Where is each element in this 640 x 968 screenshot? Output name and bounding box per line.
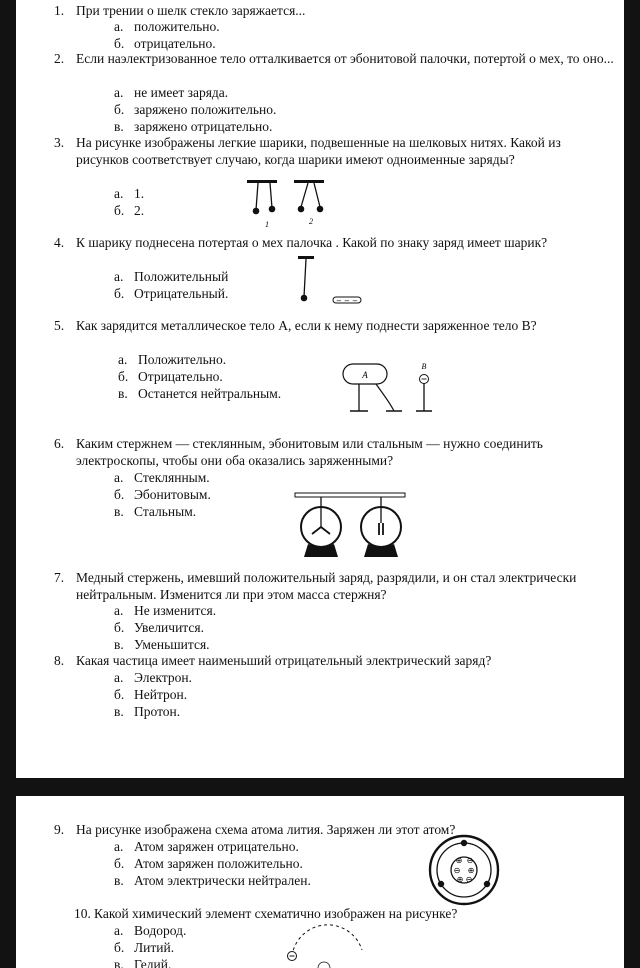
question-5-options (118, 351, 281, 402)
option: а. Водород. (114, 923, 187, 938)
question-1-options (114, 18, 220, 52)
figure-label-2: 2 (309, 217, 313, 226)
option: а. Атом заряжен отрицательно. (114, 839, 299, 854)
bodies-a-b-figure (338, 358, 438, 420)
question-10 (74, 906, 614, 923)
question-number: 7. (54, 570, 65, 585)
option: в. Атом электрически нейтрален. (114, 873, 311, 888)
option: в. Стальным. (114, 504, 197, 519)
option: б. Отрицательный. (114, 286, 229, 301)
question-number: 3. (54, 135, 65, 150)
question-number: 2. (54, 51, 65, 66)
option: а. 1. (114, 186, 145, 201)
question-number: 4. (54, 235, 65, 250)
question-number: 9. (54, 822, 65, 837)
rod-charge-label: − − − (335, 297, 359, 305)
question-2 (54, 51, 616, 68)
question-text: При трении о шелк стекло заряжается... (76, 3, 306, 18)
question-4-options (114, 268, 228, 302)
option: а. не имеет заряда. (114, 85, 229, 100)
question-text: Какой химический элемент схематично изображен на рисунке? (94, 906, 458, 921)
question-number: 5. (54, 318, 65, 333)
body-b-label: B (421, 362, 427, 371)
body-a-label: A (362, 370, 368, 380)
neutron-symbol: ⊖ (466, 856, 474, 865)
question-number: 1. (54, 3, 65, 18)
proton-symbol: ⊕ (467, 866, 475, 875)
option: б. Атом заряжен положительно. (114, 856, 303, 871)
option: а. Не изменится. (114, 603, 217, 618)
neutron-symbol: ⊖ (465, 875, 473, 884)
option: а. Положительный (114, 269, 229, 284)
option: б. отрицательно. (114, 36, 216, 51)
option: б. заряжено положительно. (114, 102, 277, 117)
neutron-symbol: ⊖ (453, 866, 461, 875)
question-text: Каким стержнем — стеклянным, эбонитовым или стальным — нужно соединить электроскопы, чтобы они оба оказались заряженными? (76, 436, 543, 468)
question-10-options (114, 922, 186, 968)
proton-symbol: ⊕ (456, 875, 464, 884)
question-7-options (114, 602, 216, 653)
question-text: Как зарядится металлическое тело А, если к нему поднести заряженное тело В? (76, 318, 537, 333)
option: б. Литий. (114, 940, 175, 955)
option: б. Увеличится. (114, 620, 204, 635)
question-9-options (114, 838, 311, 889)
question-text: На рисунке изображены легкие шарики, подвешенные на шелковых нитях. Какой из рисунков соответствует случаю, когда шарики имеют одноименные заряды? (76, 135, 561, 167)
question-8 (54, 653, 616, 670)
question-6 (54, 436, 596, 470)
option: а. Стеклянным. (114, 470, 210, 485)
element-atom-figure (278, 936, 368, 968)
option: б. Нейтрон. (114, 687, 188, 702)
question-number: 8. (54, 653, 65, 668)
question-2-options (114, 84, 276, 135)
question-text: На рисунке изображена схема атома лития. Заряжен ли этот атом? (76, 822, 456, 837)
question-9 (54, 822, 596, 839)
option: б. 2. (114, 203, 145, 218)
option: в. Гелий. (114, 957, 172, 968)
option: б. Отрицательно. (118, 369, 223, 384)
worksheet-page-2 (16, 796, 624, 968)
question-number: 10. (74, 906, 91, 921)
question-text: Медный стержень, имевший положительный заряд, разрядили, и он стал электрически нейтральным. Изменится ли при этом масса стержня? (76, 570, 577, 602)
figure-label-1: 1 (265, 220, 269, 229)
option: в. Уменьшится. (114, 637, 210, 652)
question-7 (54, 570, 596, 604)
question-3 (54, 135, 606, 169)
question-8-options (114, 669, 192, 720)
question-number: 6. (54, 436, 65, 451)
question-text: Какая частица имеет наименьший отрицательный электрический заряд? (76, 653, 492, 668)
electroscopes-figure (292, 490, 412, 562)
option: а. Положительно. (118, 352, 227, 367)
ball-and-rod-figure (296, 254, 366, 310)
option: а. положительно. (114, 19, 220, 34)
option: б. Эбонитовым. (114, 487, 211, 502)
proton-symbol: ⊕ (455, 856, 463, 865)
question-text: К шарику поднесена потертая о мех палочка . Какой по знаку заряд имеет шарик? (76, 235, 548, 250)
worksheet-page-1 (16, 0, 624, 778)
option: в. Протон. (114, 704, 181, 719)
hanging-balls-figure (244, 178, 334, 230)
option: а. Электрон. (114, 670, 193, 685)
option: в. Останется нейтральным. (118, 386, 282, 401)
question-3-options (114, 185, 144, 219)
question-4 (54, 235, 586, 252)
option: в. заряжено отрицательно. (114, 119, 273, 134)
question-6-options (114, 469, 211, 520)
lithium-atom-figure (426, 832, 502, 908)
question-5 (54, 318, 596, 335)
question-text: Если наэлектризованное тело отталкивается от эбонитовой палочки, потертой о мех, то оно... (76, 51, 614, 66)
